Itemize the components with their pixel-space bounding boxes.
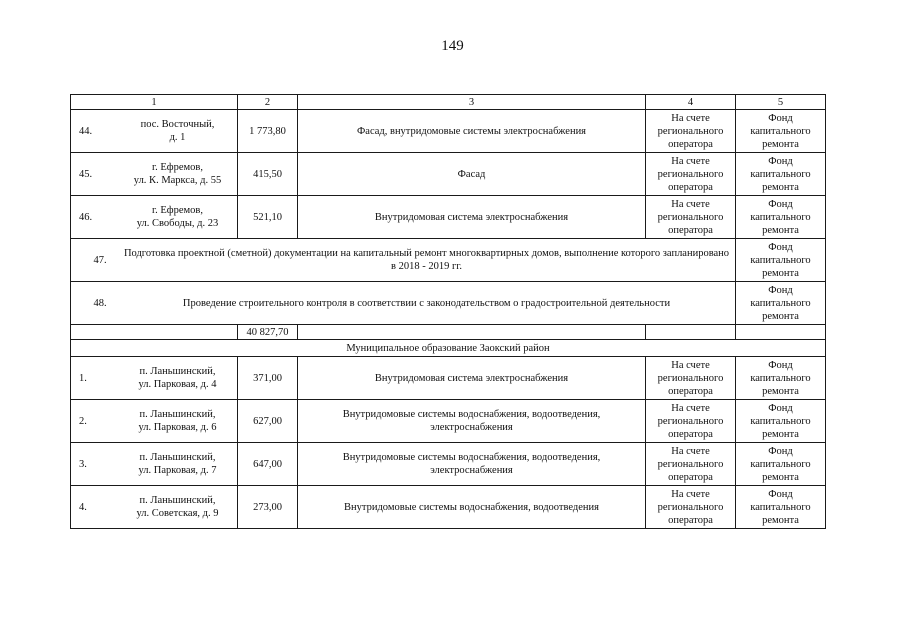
row-area: 627,00	[238, 400, 298, 443]
row-fund: Фонд капитального ремонта	[736, 196, 826, 239]
row-fund: Фонд капитального ремонта	[736, 486, 826, 529]
row-number: 1.	[79, 372, 87, 384]
merged-inner	[74, 247, 732, 273]
header-col-1: 1	[71, 95, 238, 110]
row-number: 3.	[79, 458, 87, 470]
row-fund: Фонд капитального ремонта	[736, 443, 826, 486]
header-row	[71, 95, 826, 110]
row-number: 44.	[79, 125, 93, 137]
row-account: На счете регионального оператора	[646, 110, 736, 153]
cell-number-address-inner	[79, 365, 234, 391]
total-empty-4	[646, 325, 736, 340]
row-area: 1 773,80	[238, 110, 298, 153]
table-row	[71, 196, 826, 239]
row-account: На счете регионального оператора	[646, 196, 736, 239]
cell-number-address-inner	[79, 451, 234, 477]
row-fund: Фонд капитального ремонта	[736, 357, 826, 400]
row-address: п. Ланьшинский, ул. Советская, д. 9	[136, 495, 219, 519]
row-fund: Фонд капитального ремонта	[736, 282, 826, 325]
cell-number-address-inner	[79, 161, 234, 187]
row-works: Внутридомовые системы водоснабжения, водоотведения, электроснабжения	[298, 443, 646, 486]
row-works: Внутридомовая система электроснабжения	[298, 357, 646, 400]
row-address: п. Ланьшинский, ул. Парковая, д. 6	[138, 409, 217, 433]
cell-number-address	[71, 196, 238, 239]
cell-number-address-inner	[79, 494, 234, 520]
row-fund: Фонд капитального ремонта	[736, 400, 826, 443]
row-area: 371,00	[238, 357, 298, 400]
total-empty-3	[298, 325, 646, 340]
cell-number-address	[71, 110, 238, 153]
section-row	[71, 340, 826, 357]
cell-number-address	[71, 400, 238, 443]
row-works: Фасад	[298, 153, 646, 196]
row-area: 415,50	[238, 153, 298, 196]
row-number: 4.	[79, 501, 87, 513]
table-row	[71, 443, 826, 486]
row-account: На счете регионального оператора	[646, 443, 736, 486]
merged-description-cell	[71, 282, 736, 325]
cell-number-address	[71, 486, 238, 529]
table-body	[71, 95, 826, 529]
total-empty-5	[736, 325, 826, 340]
row-account: На счете регионального оператора	[646, 400, 736, 443]
row-works: Фасад, внутридомовые системы электроснабжения	[298, 110, 646, 153]
page-number: 149	[441, 38, 464, 54]
cell-number-address	[71, 153, 238, 196]
row-description: Подготовка проектной (сметной) документации на капитальный ремонт многоквартирных домов, выполнение которого запланировано в 2018 - 2019 гг.	[123, 248, 730, 272]
merged-description-cell	[71, 239, 736, 282]
row-area: 273,00	[238, 486, 298, 529]
row-description: Проведение строительного контроля в соответствии с законодательством о градостроительной деятельности	[182, 297, 671, 309]
row-number: 47.	[93, 254, 107, 266]
header-col-5: 5	[736, 95, 826, 110]
repair-program-table	[70, 94, 826, 529]
row-fund: Фонд капитального ремонта	[736, 153, 826, 196]
header-col-2: 2	[238, 95, 298, 110]
row-address: п. Ланьшинский, ул. Парковая, д. 4	[138, 366, 217, 390]
row-area: 521,10	[238, 196, 298, 239]
table-row-merged	[71, 282, 826, 325]
row-fund: Фонд капитального ремонта	[736, 110, 826, 153]
row-area: 647,00	[238, 443, 298, 486]
table-row	[71, 357, 826, 400]
total-area: 40 827,70	[238, 325, 298, 340]
cell-number-address-inner	[79, 204, 234, 230]
row-address: г. Ефремов, ул. Свободы, д. 23	[136, 205, 219, 229]
row-account: На счете регионального оператора	[646, 153, 736, 196]
row-address: г. Ефремов, ул. К. Маркса, д. 55	[133, 162, 222, 186]
row-number: 46.	[79, 211, 93, 223]
row-address: пос. Восточный, д. 1	[140, 119, 215, 143]
table-row	[71, 400, 826, 443]
row-number: 48.	[93, 297, 107, 309]
row-works: Внутридомовые системы водоснабжения, водоотведения	[298, 486, 646, 529]
total-empty-1	[71, 325, 238, 340]
row-address: п. Ланьшинский, ул. Парковая, д. 7	[138, 452, 217, 476]
table-row-merged	[71, 239, 826, 282]
row-account: На счете регионального оператора	[646, 357, 736, 400]
table-row	[71, 110, 826, 153]
cell-number-address	[71, 357, 238, 400]
row-works: Внутридомовые системы водоснабжения, водоотведения, электроснабжения	[298, 400, 646, 443]
row-fund: Фонд капитального ремонта	[736, 239, 826, 282]
table-row	[71, 153, 826, 196]
cell-number-address-inner	[79, 408, 234, 434]
total-row	[71, 325, 826, 340]
row-works: Внутридомовая система электроснабжения	[298, 196, 646, 239]
row-account: На счете регионального оператора	[646, 486, 736, 529]
header-col-3: 3	[298, 95, 646, 110]
section-title: Муниципальное образование Заокский район	[71, 340, 826, 357]
header-col-4: 4	[646, 95, 736, 110]
merged-inner	[74, 297, 732, 310]
row-number: 2.	[79, 415, 87, 427]
table-row	[71, 486, 826, 529]
cell-number-address-inner	[79, 118, 234, 144]
cell-number-address	[71, 443, 238, 486]
row-number: 45.	[79, 168, 93, 180]
